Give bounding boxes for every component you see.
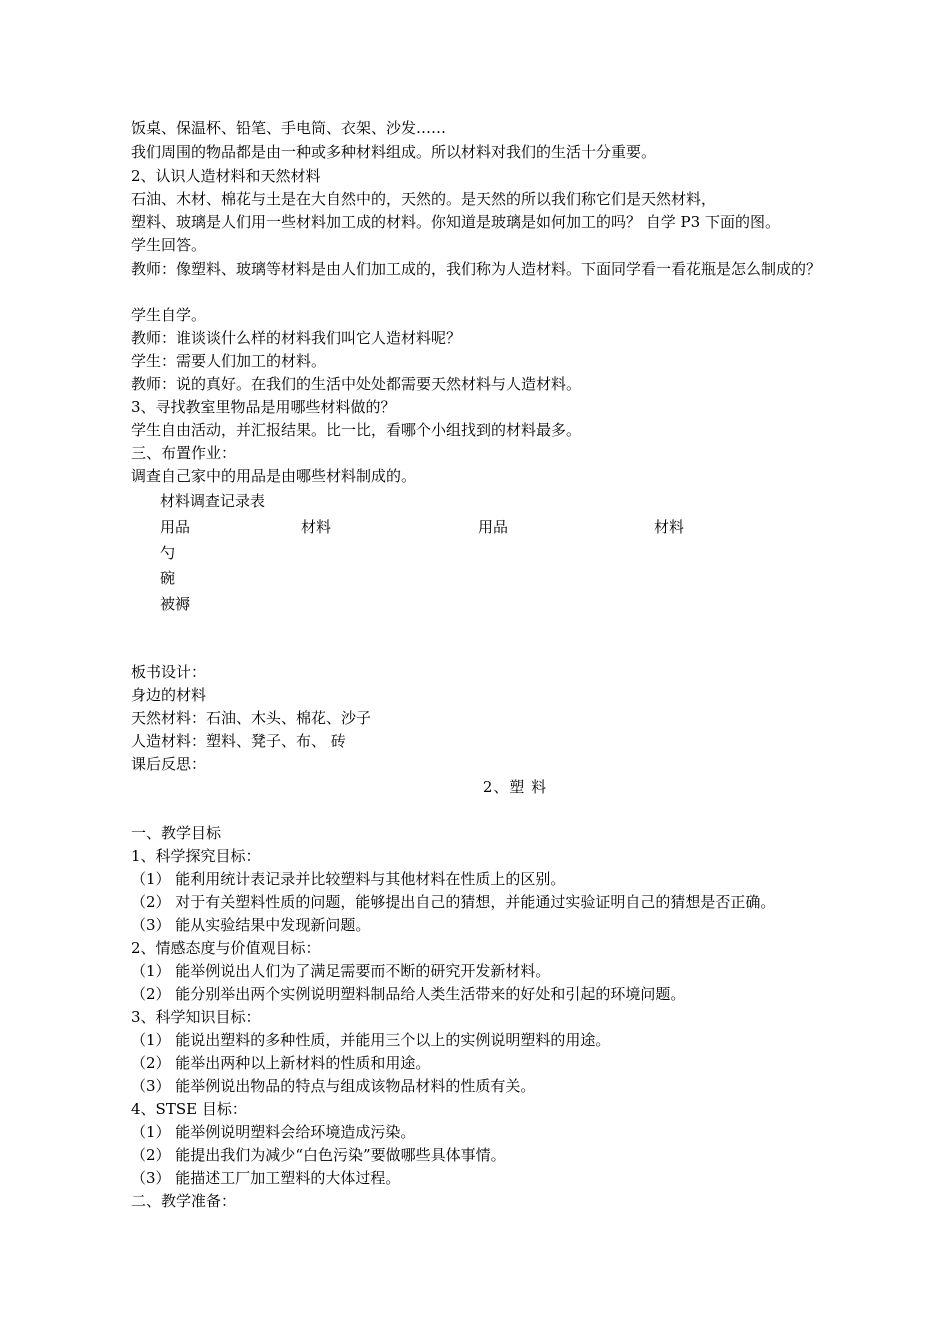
list-item: （3） 能描述工厂加工塑料的大体过程。	[131, 1169, 401, 1187]
text-line: 课后反思：	[131, 755, 207, 773]
table-header: 材料	[654, 518, 685, 536]
table-header: 用品	[478, 518, 509, 536]
list-item: （3） 能举例说出物品的特点与组成该物品材料的性质有关。	[131, 1077, 536, 1095]
list-item: （1） 能举例说明塑料会给环境造成污染。	[131, 1123, 416, 1141]
text-line: 人造材料：塑料、凳子、布、 砖	[131, 732, 346, 750]
section-heading: 3、科学知识目标：	[131, 1008, 261, 1026]
list-item: （1） 能说出塑料的多种性质，并能用三个以上的实例说明塑料的用途。	[131, 1031, 611, 1049]
table-header: 材料	[301, 518, 332, 536]
text-line: 学生：需要人们加工的材料。	[131, 352, 327, 370]
text-line: 教师：谁谈谈什么样的材料我们叫它人造材料呢？	[131, 329, 462, 347]
list-item: （3） 能从实验结果中发现新问题。	[131, 916, 371, 934]
text-line: 天然材料：石油、木头、棉花、沙子	[131, 709, 372, 727]
text-line: 塑料、玻璃是人们用一些材料加工成的材料。你知道是玻璃是如何加工的吗？ 自学 P3 下面的图。	[131, 213, 780, 231]
table-title: 材料调查记录表	[160, 492, 266, 510]
text-line: 我们周围的物品都是由一种或多种材料组成。所以材料对我们的生活十分重要。	[131, 143, 657, 161]
section-heading: 一、教学目标	[131, 824, 222, 842]
list-item: （2） 能举出两种以上新材料的性质和用途。	[131, 1054, 431, 1072]
text-line: 石油、木材、棉花与土是在大自然中的，天然的。是天然的所以我们称它们是天然材料，	[131, 190, 717, 208]
section-heading: 板书设计：	[131, 663, 207, 681]
section-heading: 2、情感态度与价值观目标：	[131, 939, 321, 957]
section-heading: 2、认识人造材料和天然材料	[131, 167, 321, 185]
lesson-title: 2、塑 料	[482, 778, 548, 796]
list-item: （1） 能举例说出人们为了满足需要而不断的研究开发新材料。	[131, 962, 551, 980]
text-paragraph: 教师：像塑料、玻璃等材料是由人们加工成的，我们称为人造材料。下面同学看一看花瓶是怎么制成的？	[131, 260, 822, 278]
list-item: （2） 能分别举出两个实例说明塑料制品给人类生活带来的好处和引起的环境问题。	[131, 985, 686, 1003]
table-row: 碗	[160, 569, 176, 587]
text-line: 学生自学。	[131, 306, 207, 324]
list-item: （1） 能利用统计表记录并比较塑料与其他材料在性质上的区别。	[131, 870, 566, 888]
table-row: 被褥	[160, 595, 191, 613]
section-heading: 3、寻找教室里物品是用哪些材料做的？	[131, 398, 396, 416]
text-line: 学生回答。	[131, 236, 207, 254]
table-header: 用品	[160, 518, 191, 536]
section-heading: 1、科学探究目标：	[131, 847, 261, 865]
section-heading: 二、教学准备：	[131, 1192, 237, 1210]
text-line: 学生自由活动，并汇报结果。比一比，看哪个小组找到的材料最多。	[131, 421, 582, 439]
section-heading: 三、布置作业：	[131, 444, 237, 462]
text-line: 饭桌、保温杯、铅笔、手电筒、衣架、沙发……	[131, 119, 447, 137]
text-line: 身边的材料	[131, 686, 207, 704]
text-line: 调查自己家中的用品是由哪些材料制成的。	[131, 467, 417, 485]
list-item: （2） 对于有关塑料性质的问题，能够提出自己的猜想，并能通过实验证明自己的猜想是否正确。	[131, 893, 776, 911]
list-item: （2） 能提出我们为减少“白色污染”要做哪些具体事情。	[131, 1146, 506, 1164]
table-row: 勺	[160, 544, 176, 562]
text-line: 教师：说的真好。在我们的生活中处处都需要天然材料与人造材料。	[131, 375, 582, 393]
section-heading: 4、STSE 目标：	[131, 1100, 247, 1118]
